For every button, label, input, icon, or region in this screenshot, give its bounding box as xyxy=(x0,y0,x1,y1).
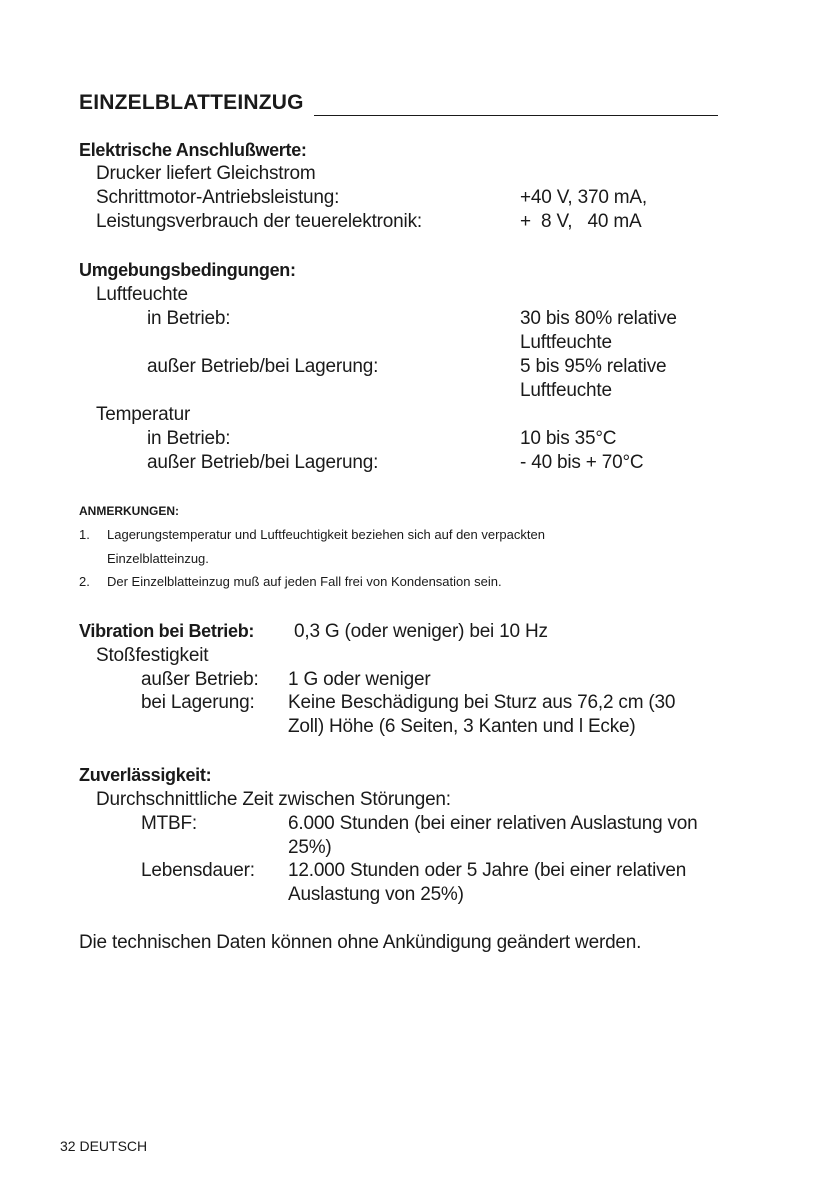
mtbf-label: MTBF: xyxy=(141,813,197,834)
note-2-text: Der Einzelblatteinzug muß auf jeden Fall frei von Kondensation sein. xyxy=(107,574,502,589)
note-2-number: 2. xyxy=(79,574,90,589)
humidity-op-value-line2: Luftfeuchte xyxy=(520,332,612,353)
motor-label: Schrittmotor-Antriebsleistung: xyxy=(96,187,340,208)
reliability-intro: Durchschnittliche Zeit zwischen Störungen: xyxy=(96,789,451,810)
reliability-heading: Zuverlässigkeit: xyxy=(79,765,212,785)
shock-label: Stoßfestigkeit xyxy=(96,645,209,666)
vibration-value: 0,3 G (oder weniger) bei 10 Hz xyxy=(294,621,548,642)
environment-heading: Umgebungsbedingungen: xyxy=(79,260,296,280)
shock-storage-label: bei Lagerung: xyxy=(141,692,255,713)
temp-op-value: 10 bis 35°C xyxy=(520,428,617,449)
footer-language: DEUTSCH xyxy=(79,1138,148,1154)
mtbf-value-line2: 25%) xyxy=(288,837,332,858)
humidity-storage-value-line1: 5 bis 95% relative xyxy=(520,356,667,377)
temp-op-label: in Betrieb: xyxy=(147,428,231,449)
mtbf-value-line1: 6.000 Stunden (bei einer relativen Auslastung von xyxy=(288,813,698,834)
closing-statement: Die technischen Daten können ohne Ankündigung geändert werden. xyxy=(79,932,642,953)
note-1-line1: Lagerungstemperatur und Luftfeuchtigkeit beziehen sich auf den verpackten xyxy=(107,527,545,542)
humidity-storage-value-line2: Luftfeuchte xyxy=(520,380,612,401)
shock-storage-value-line2: Zoll) Höhe (6 Seiten, 3 Kanten und l Ecke) xyxy=(288,716,636,737)
notes-heading: ANMERKUNGEN: xyxy=(79,504,179,518)
page-footer xyxy=(60,1138,147,1154)
lifetime-label: Lebensdauer: xyxy=(141,860,255,881)
shock-off-label: außer Betrieb: xyxy=(141,669,259,690)
electrical-heading: Elektrische Anschlußwerte: xyxy=(79,140,307,160)
electrical-line1: Drucker liefert Gleichstrom xyxy=(96,163,316,184)
humidity-op-label: in Betrieb: xyxy=(147,308,231,329)
humidity-op-value-line1: 30 bis 80% relative xyxy=(520,308,677,329)
temp-storage-label: außer Betrieb/bei Lagerung: xyxy=(147,452,379,473)
consumption-value: + 8 V, 40 mA xyxy=(520,211,642,232)
shock-storage-value-line1: Keine Beschädigung bei Sturz aus 76,2 cm (30 xyxy=(288,692,676,713)
note-1-line2: Einzelblatteinzug. xyxy=(107,551,209,566)
motor-value: +40 V, 370 mA, xyxy=(520,187,647,208)
page-title: EINZELBLATTEINZUG xyxy=(79,91,304,114)
lifetime-value-line1: 12.000 Stunden oder 5 Jahre (bei einer relativen xyxy=(288,860,687,881)
title-rule xyxy=(314,115,718,116)
page-number: 32 xyxy=(60,1138,76,1154)
temp-storage-value: - 40 bis + 70°C xyxy=(520,452,644,473)
temperature-label: Temperatur xyxy=(96,404,191,425)
note-1-number: 1. xyxy=(79,527,90,542)
humidity-label: Luftfeuchte xyxy=(96,284,188,305)
lifetime-value-line2: Auslastung von 25%) xyxy=(288,884,464,905)
shock-off-value: 1 G oder weniger xyxy=(288,669,431,690)
humidity-storage-label: außer Betrieb/bei Lagerung: xyxy=(147,356,379,377)
consumption-label: Leistungsverbrauch der teuerelektronik: xyxy=(96,211,422,232)
vibration-heading: Vibration bei Betrieb: xyxy=(79,621,255,641)
